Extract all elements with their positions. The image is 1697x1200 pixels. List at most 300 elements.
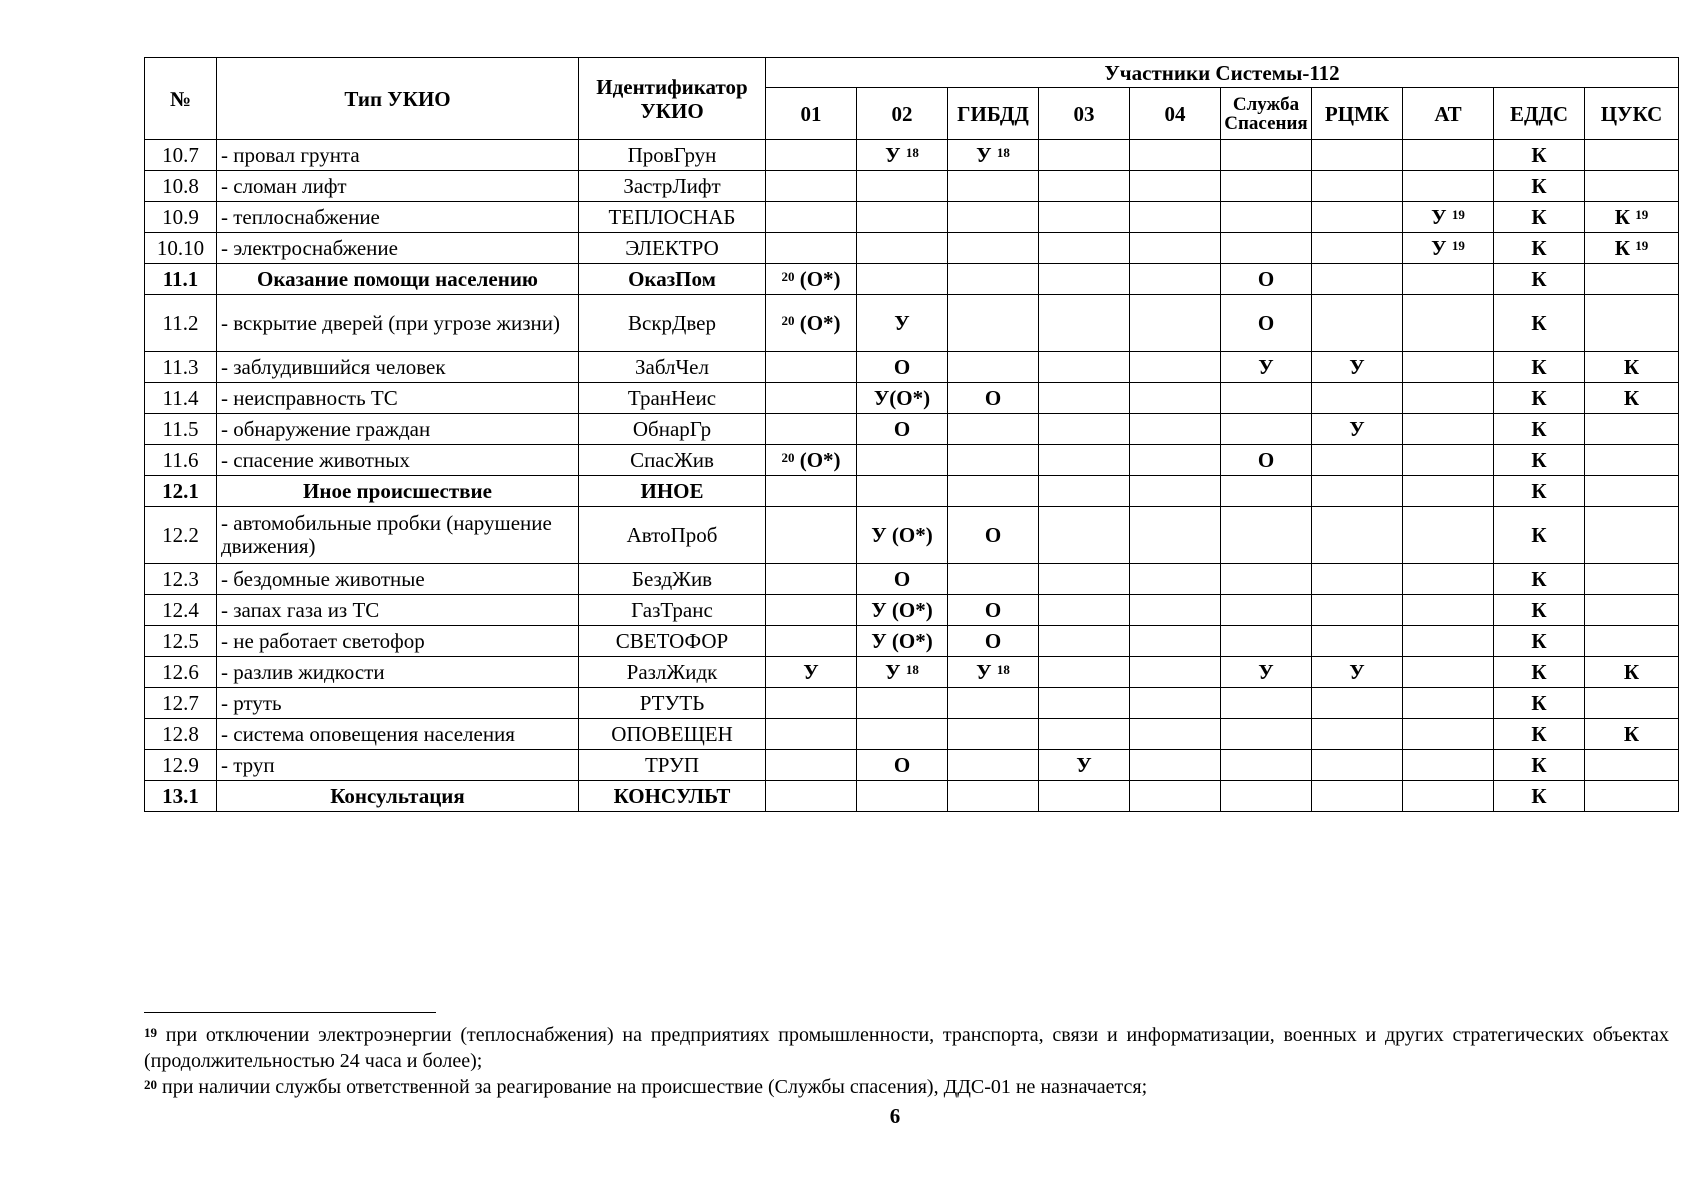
participant-mark <box>766 171 857 202</box>
participant-mark: У <box>1039 750 1130 781</box>
participant-mark <box>1403 719 1494 750</box>
row-number: 13.1 <box>145 781 217 812</box>
participant-mark: К <box>1494 414 1585 445</box>
participant-mark <box>766 507 857 564</box>
participant-mark <box>1403 264 1494 295</box>
table-row <box>145 476 1679 507</box>
participant-mark: У $^{18}$ <box>857 657 948 688</box>
incident-type: Иное происшествие <box>217 476 579 507</box>
footnote-text: при отключении электроэнергии (теплоснабжения) на предприятиях промышленности, транспорта, связи и информатизации, военных и других стратегических объектах (продолжительностью 24 часа и более); <box>144 1024 1669 1072</box>
participant-mark <box>766 595 857 626</box>
participant-mark <box>1312 626 1403 657</box>
participant-mark <box>948 295 1039 352</box>
participant-mark: О <box>948 595 1039 626</box>
participant-mark <box>766 140 857 171</box>
participant-mark <box>766 476 857 507</box>
participant-mark <box>766 414 857 445</box>
participant-mark <box>1312 140 1403 171</box>
participant-mark <box>948 476 1039 507</box>
table-row <box>145 564 1679 595</box>
participant-mark <box>1403 688 1494 719</box>
participant-mark <box>1312 688 1403 719</box>
participant-mark: К $^{19}$ <box>1585 233 1679 264</box>
participant-mark <box>948 781 1039 812</box>
participant-mark <box>1130 383 1221 414</box>
participant-mark <box>1403 383 1494 414</box>
footnote-marker: 20 <box>144 1077 157 1092</box>
participant-mark: О <box>857 750 948 781</box>
incident-type: - заблудившийся человек <box>217 352 579 383</box>
table-row <box>145 595 1679 626</box>
participant-mark <box>766 688 857 719</box>
footnote-rule <box>144 1012 436 1013</box>
participant-mark <box>1039 781 1130 812</box>
row-number: 12.3 <box>145 564 217 595</box>
participant-mark <box>948 171 1039 202</box>
participant-mark: К <box>1494 140 1585 171</box>
participant-mark: К <box>1494 295 1585 352</box>
participant-mark <box>857 233 948 264</box>
participant-mark <box>1039 202 1130 233</box>
incident-type: - бездомные животные <box>217 564 579 595</box>
participant-mark <box>1312 564 1403 595</box>
participant-mark <box>948 264 1039 295</box>
participant-mark: К <box>1494 781 1585 812</box>
participant-mark: У <box>1221 657 1312 688</box>
table-row <box>145 445 1679 476</box>
incident-type: - ртуть <box>217 688 579 719</box>
participant-mark <box>1039 507 1130 564</box>
participant-mark <box>1585 626 1679 657</box>
footnote-ref: 19 <box>1451 237 1465 253</box>
row-number: 12.9 <box>145 750 217 781</box>
table-row <box>145 295 1679 352</box>
participant-mark: О <box>857 414 948 445</box>
participant-mark: К <box>1494 264 1585 295</box>
ukio-identifier: ОПОВЕЩЕН <box>579 719 766 750</box>
participant-mark <box>1039 564 1130 595</box>
table-row <box>145 414 1679 445</box>
participant-mark: У <box>857 295 948 352</box>
participant-mark: К <box>1494 445 1585 476</box>
row-number: 12.1 <box>145 476 217 507</box>
footnote-marker: 19 <box>144 1025 157 1040</box>
participant-mark <box>1312 750 1403 781</box>
ukio-identifier: ЗастрЛифт <box>579 171 766 202</box>
ukio-identifier: АвтоПроб <box>579 507 766 564</box>
header-type: Тип УКИО <box>217 58 579 140</box>
participant-mark <box>1221 781 1312 812</box>
participant-mark <box>1585 171 1679 202</box>
participant-mark: О <box>857 352 948 383</box>
incident-type: Консультация <box>217 781 579 812</box>
participant-mark <box>1585 781 1679 812</box>
participant-mark <box>1585 476 1679 507</box>
participant-mark <box>857 476 948 507</box>
table-row <box>145 750 1679 781</box>
header-id: Идентификатор УКИО <box>579 58 766 140</box>
participant-mark <box>1585 445 1679 476</box>
participant-mark: У <box>1312 657 1403 688</box>
ukio-identifier: РТУТЬ <box>579 688 766 719</box>
participant-mark <box>1130 264 1221 295</box>
participant-mark <box>948 750 1039 781</box>
participant-mark: К <box>1494 507 1585 564</box>
incident-type: - труп <box>217 750 579 781</box>
table-row <box>145 781 1679 812</box>
ukio-identifier: ОказПом <box>579 264 766 295</box>
ukio-identifier: ТЕПЛОСНАБ <box>579 202 766 233</box>
ukio-identifier: СВЕТОФОР <box>579 626 766 657</box>
incident-type: - не работает светофор <box>217 626 579 657</box>
participant-mark <box>1403 657 1494 688</box>
participant-mark <box>766 626 857 657</box>
participant-mark <box>1130 688 1221 719</box>
ukio-identifier: ЗаблЧел <box>579 352 766 383</box>
participant-mark <box>1130 445 1221 476</box>
footnote-ref: 18 <box>996 661 1010 677</box>
incident-type: - обнаружение граждан <box>217 414 579 445</box>
participant-mark <box>1221 414 1312 445</box>
participant-mark <box>857 688 948 719</box>
header-participant: ЦУКС <box>1585 88 1679 140</box>
incident-type: Оказание помощи населению <box>217 264 579 295</box>
participant-mark <box>1039 688 1130 719</box>
participant-mark <box>1039 476 1130 507</box>
ukio-identifier: ТРУП <box>579 750 766 781</box>
header-participant: РЦМК <box>1312 88 1403 140</box>
participant-mark <box>1312 202 1403 233</box>
participant-mark: К <box>1494 476 1585 507</box>
row-number: 11.3 <box>145 352 217 383</box>
participant-mark: У <box>1312 352 1403 383</box>
table-row <box>145 719 1679 750</box>
table-row <box>145 233 1679 264</box>
participant-mark <box>1130 202 1221 233</box>
table-row <box>145 202 1679 233</box>
participant-mark <box>1130 564 1221 595</box>
row-number: 10.8 <box>145 171 217 202</box>
participant-mark <box>1585 140 1679 171</box>
participant-mark <box>1039 295 1130 352</box>
participant-mark: К <box>1585 719 1679 750</box>
incident-type: - автомобильные пробки (нарушение движения) <box>217 507 579 564</box>
participant-mark <box>1403 476 1494 507</box>
participant-mark <box>1221 688 1312 719</box>
page-number: 6 <box>889 1104 901 1128</box>
participant-mark <box>1039 626 1130 657</box>
participant-mark <box>948 719 1039 750</box>
participant-mark <box>1130 140 1221 171</box>
participant-mark <box>1312 445 1403 476</box>
participant-mark <box>1312 507 1403 564</box>
ukio-identifier: ПровГрун <box>579 140 766 171</box>
participant-mark <box>1221 750 1312 781</box>
footnotes <box>144 1022 1669 1100</box>
participant-mark <box>1130 414 1221 445</box>
row-number: 12.6 <box>145 657 217 688</box>
footnote-ref: 18 <box>996 144 1010 160</box>
footnote-ref: 20 <box>781 312 795 328</box>
participant-mark: К <box>1494 202 1585 233</box>
participant-mark <box>766 750 857 781</box>
header-participant: 01 <box>766 88 857 140</box>
participant-mark: К <box>1585 352 1679 383</box>
participant-mark <box>1585 414 1679 445</box>
participant-mark <box>1403 750 1494 781</box>
footnote-ref: 20 <box>781 268 795 284</box>
participant-mark <box>1039 171 1130 202</box>
row-number: 11.2 <box>145 295 217 352</box>
participant-mark <box>1221 383 1312 414</box>
participant-mark <box>1585 688 1679 719</box>
participant-mark <box>1585 264 1679 295</box>
participant-mark <box>857 171 948 202</box>
participant-mark <box>1130 657 1221 688</box>
participant-mark: О <box>948 507 1039 564</box>
participant-mark <box>1312 295 1403 352</box>
row-number: 11.6 <box>145 445 217 476</box>
participant-mark: $^{20}$ (О*) <box>766 445 857 476</box>
incident-type: - теплоснабжение <box>217 202 579 233</box>
participant-mark <box>1130 476 1221 507</box>
participant-mark <box>1403 626 1494 657</box>
participant-mark <box>1312 171 1403 202</box>
participant-mark: У $^{19}$ <box>1403 233 1494 264</box>
header-participant: Служба Спасения <box>1221 88 1312 140</box>
participant-mark <box>1312 476 1403 507</box>
participant-mark: К <box>1494 657 1585 688</box>
participant-mark: К <box>1494 233 1585 264</box>
participant-mark <box>766 352 857 383</box>
participant-mark <box>1130 171 1221 202</box>
participant-mark: К <box>1494 383 1585 414</box>
participant-mark <box>1130 507 1221 564</box>
row-number: 12.7 <box>145 688 217 719</box>
participant-mark <box>1403 295 1494 352</box>
row-number: 12.4 <box>145 595 217 626</box>
incident-type: - неисправность ТС <box>217 383 579 414</box>
participant-mark <box>1403 352 1494 383</box>
participant-mark <box>766 383 857 414</box>
participant-mark <box>1221 719 1312 750</box>
participant-mark <box>948 445 1039 476</box>
participant-mark <box>1221 233 1312 264</box>
participant-mark: О <box>857 564 948 595</box>
header-participant: ГИБДД <box>948 88 1039 140</box>
participant-mark: К <box>1494 564 1585 595</box>
participant-mark <box>766 719 857 750</box>
participant-mark: К <box>1494 595 1585 626</box>
participant-mark <box>948 233 1039 264</box>
participant-mark <box>1403 781 1494 812</box>
participant-mark: К <box>1494 626 1585 657</box>
table-row <box>145 264 1679 295</box>
participant-mark: У <box>1312 414 1403 445</box>
table-row <box>145 626 1679 657</box>
participant-mark <box>1039 595 1130 626</box>
participant-mark <box>1585 295 1679 352</box>
participant-mark <box>1221 564 1312 595</box>
participant-mark <box>1039 264 1130 295</box>
participant-mark <box>948 202 1039 233</box>
table-row <box>145 352 1679 383</box>
participant-mark <box>857 781 948 812</box>
header-num: № <box>145 58 217 140</box>
ukio-identifier: КОНСУЛЬТ <box>579 781 766 812</box>
participant-mark <box>1221 171 1312 202</box>
table-row <box>145 507 1679 564</box>
participant-mark <box>1130 295 1221 352</box>
participant-mark <box>1130 233 1221 264</box>
participant-mark: У $^{19}$ <box>1403 202 1494 233</box>
participant-mark <box>1312 383 1403 414</box>
participant-mark <box>1221 626 1312 657</box>
row-number: 12.5 <box>145 626 217 657</box>
ukio-identifier: ЭЛЕКТРО <box>579 233 766 264</box>
participant-mark <box>1130 352 1221 383</box>
participant-mark <box>1312 595 1403 626</box>
participant-mark <box>766 202 857 233</box>
participant-mark <box>1039 414 1130 445</box>
participant-mark <box>1312 264 1403 295</box>
participant-mark: У (О*) <box>857 507 948 564</box>
footnote <box>144 1074 1669 1100</box>
participant-mark <box>1403 507 1494 564</box>
participant-mark <box>948 564 1039 595</box>
participant-mark: О <box>948 626 1039 657</box>
participant-mark: К <box>1494 352 1585 383</box>
participant-mark <box>1130 626 1221 657</box>
participant-mark <box>766 564 857 595</box>
incident-type: - провал грунта <box>217 140 579 171</box>
table-row <box>145 657 1679 688</box>
table-row <box>145 171 1679 202</box>
header-participant: 02 <box>857 88 948 140</box>
participant-mark <box>1221 476 1312 507</box>
participant-mark: К <box>1494 171 1585 202</box>
participant-mark: У(О*) <box>857 383 948 414</box>
footnote-ref: 18 <box>905 144 919 160</box>
participant-mark <box>1130 595 1221 626</box>
participant-mark <box>766 233 857 264</box>
participant-mark: У $^{18}$ <box>857 140 948 171</box>
ukio-identifier: ИНОЕ <box>579 476 766 507</box>
incident-type: - система оповещения населения <box>217 719 579 750</box>
ukio-identifier: ТранНеис <box>579 383 766 414</box>
participant-mark: К <box>1494 719 1585 750</box>
participant-mark <box>1221 507 1312 564</box>
participant-mark <box>1585 507 1679 564</box>
participant-mark <box>1312 233 1403 264</box>
participant-mark: К <box>1585 383 1679 414</box>
participant-mark: К <box>1585 657 1679 688</box>
row-number: 11.5 <box>145 414 217 445</box>
participant-mark <box>1585 750 1679 781</box>
participant-mark <box>1221 140 1312 171</box>
participant-mark: $^{20}$ (О*) <box>766 295 857 352</box>
row-number: 10.7 <box>145 140 217 171</box>
participant-mark: У (О*) <box>857 595 948 626</box>
participant-mark <box>1039 140 1130 171</box>
row-number: 11.1 <box>145 264 217 295</box>
header-participants: Участники Системы-112 <box>766 58 1679 88</box>
header-participant: АТ <box>1403 88 1494 140</box>
participant-mark <box>857 719 948 750</box>
participant-mark: У <box>1221 352 1312 383</box>
ukio-identifier: СпасЖив <box>579 445 766 476</box>
participant-mark <box>1039 383 1130 414</box>
footnote-ref: 19 <box>1451 206 1465 222</box>
participant-mark <box>1039 352 1130 383</box>
participant-mark <box>1130 750 1221 781</box>
footnote-ref: 19 <box>1635 237 1649 253</box>
participant-mark <box>948 352 1039 383</box>
row-number: 10.10 <box>145 233 217 264</box>
participant-mark <box>1039 445 1130 476</box>
ukio-identifier: РазлЖидк <box>579 657 766 688</box>
participant-mark: $^{20}$ (О*) <box>766 264 857 295</box>
participant-mark: У <box>766 657 857 688</box>
ukio-identifier: БездЖив <box>579 564 766 595</box>
header-participant: ЕДДС <box>1494 88 1585 140</box>
ukio-identifier: ГазТранс <box>579 595 766 626</box>
participant-mark <box>1039 233 1130 264</box>
incident-type: - разлив жидкости <box>217 657 579 688</box>
participant-mark <box>1403 140 1494 171</box>
footnote <box>144 1022 1669 1074</box>
row-number: 12.8 <box>145 719 217 750</box>
participant-mark <box>1039 719 1130 750</box>
table-row <box>145 140 1679 171</box>
participant-mark <box>1585 564 1679 595</box>
header-participant: 04 <box>1130 88 1221 140</box>
participant-mark <box>1403 595 1494 626</box>
footnote-ref: 20 <box>781 449 795 465</box>
participant-mark <box>1403 564 1494 595</box>
incident-type: - электроснабжение <box>217 233 579 264</box>
table-row <box>145 383 1679 414</box>
participant-mark <box>857 202 948 233</box>
incident-type: - спасение животных <box>217 445 579 476</box>
ukio-identifier: ОбнарГр <box>579 414 766 445</box>
participant-mark: К <box>1494 688 1585 719</box>
participant-mark <box>1039 657 1130 688</box>
incident-type: - сломан лифт <box>217 171 579 202</box>
participant-mark <box>1221 202 1312 233</box>
participant-mark <box>1403 171 1494 202</box>
participant-mark: О <box>948 383 1039 414</box>
participant-mark: К <box>1494 750 1585 781</box>
ukio-identifier: ВскрДвер <box>579 295 766 352</box>
participant-mark: О <box>1221 264 1312 295</box>
incident-type: - запах газа из ТС <box>217 595 579 626</box>
participant-mark <box>766 781 857 812</box>
participant-mark <box>1221 595 1312 626</box>
participant-mark <box>1312 781 1403 812</box>
header-participant: 03 <box>1039 88 1130 140</box>
ukio-table <box>144 57 1679 812</box>
participant-mark <box>1130 781 1221 812</box>
footnote-text: при наличии службы ответственной за реагирование на происшествие (Службы спасения), ДДС-01 не назначается; <box>157 1076 1148 1098</box>
row-number: 11.4 <box>145 383 217 414</box>
participant-mark <box>857 264 948 295</box>
table-row <box>145 688 1679 719</box>
participant-mark: У (О*) <box>857 626 948 657</box>
participant-mark <box>1130 719 1221 750</box>
participant-mark: У $^{18}$ <box>948 140 1039 171</box>
footnote-ref: 18 <box>905 661 919 677</box>
